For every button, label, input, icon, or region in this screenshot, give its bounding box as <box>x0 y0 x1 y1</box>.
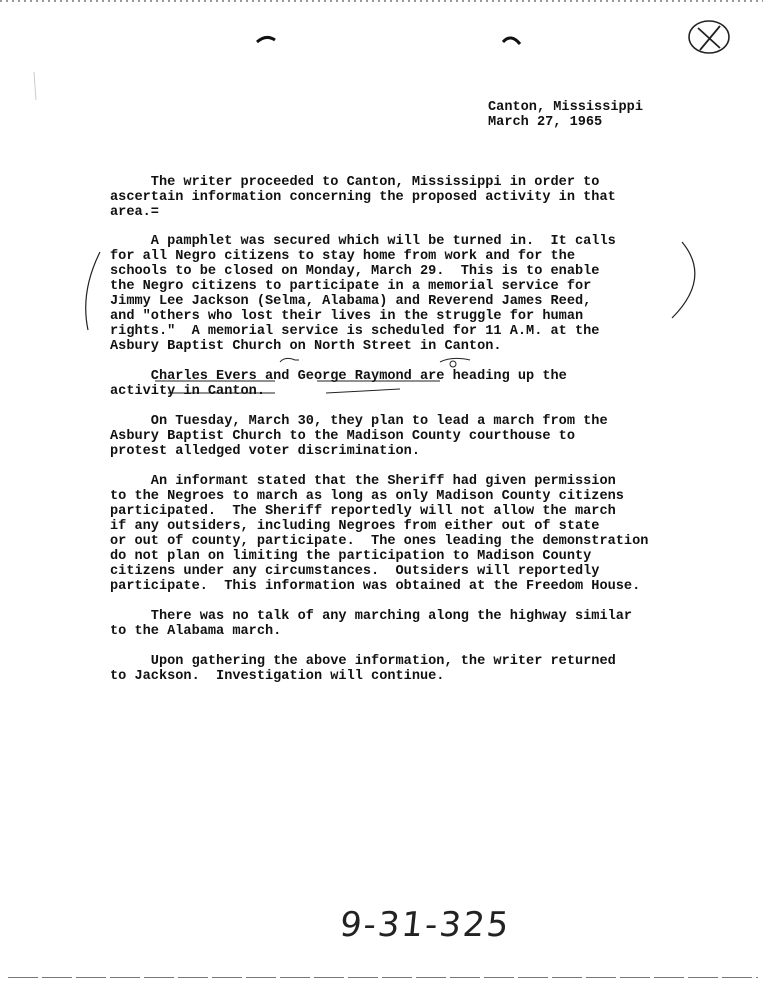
dateline <box>488 100 643 130</box>
paragraph-march-plan: On Tuesday, March 30, they plan to lead a march from the Asbury Baptist Church to the Madison County courthouse to protest alledged voter discrimination. <box>110 414 608 459</box>
left-bracket-mark <box>86 252 100 330</box>
paragraph-highway: There was no talk of any marching along the highway similar to the Alabama march. <box>110 609 633 639</box>
staple-mark-left <box>257 37 275 42</box>
location-text: Canton, Mississippi <box>488 100 643 115</box>
paragraph-conclusion: Upon gathering the above information, the writer returned to Jackson. Investigation will continue. <box>110 654 616 684</box>
date-text: March 27, 1965 <box>488 115 603 130</box>
paragraph-leaders: Charles Evers and George Raymond are heading up the activity in Canton. <box>110 369 567 399</box>
x-mark <box>698 26 720 50</box>
paragraph-informant: An informant stated that the Sheriff had given permission to the Negroes to march as long as only Madison County citizens participated. The Sheriff reportedly will not allow the march if any outsiders, including Negroes from either out of state or out of county, participate. The ones leading the demonstration do not plan on limiting the participation to Madison County citizens under any circumstances. Outsiders will reportedly participate. This information was obtained at the Freedom House. <box>110 474 649 594</box>
paragraph-purpose: The writer proceeded to Canton, Mississippi in order to ascertain information concerning the proposed activity in that area.= <box>110 175 616 220</box>
memo-body <box>110 175 720 699</box>
smudge-mark <box>34 72 36 100</box>
scan-edge-bottom <box>8 977 758 978</box>
handwritten-file-number: 9-31-325 <box>337 905 513 945</box>
paragraph-pamphlet: A pamphlet was secured which will be turned in. It calls for all Negro citizens to stay home from work and for the schools to be closed on Monday, March 29. This is to enable the Negro citizens to participate in a memorial service for Jimmy Lee Jackson (Selma, Alabama) and Reverend James Reed, and "others who lost their lives in the struggle for human rights." A memorial service is scheduled for 11 A.M. at the Asbury Baptist Church on North Street in Canton. <box>110 234 616 354</box>
staple-mark-right <box>503 38 520 44</box>
